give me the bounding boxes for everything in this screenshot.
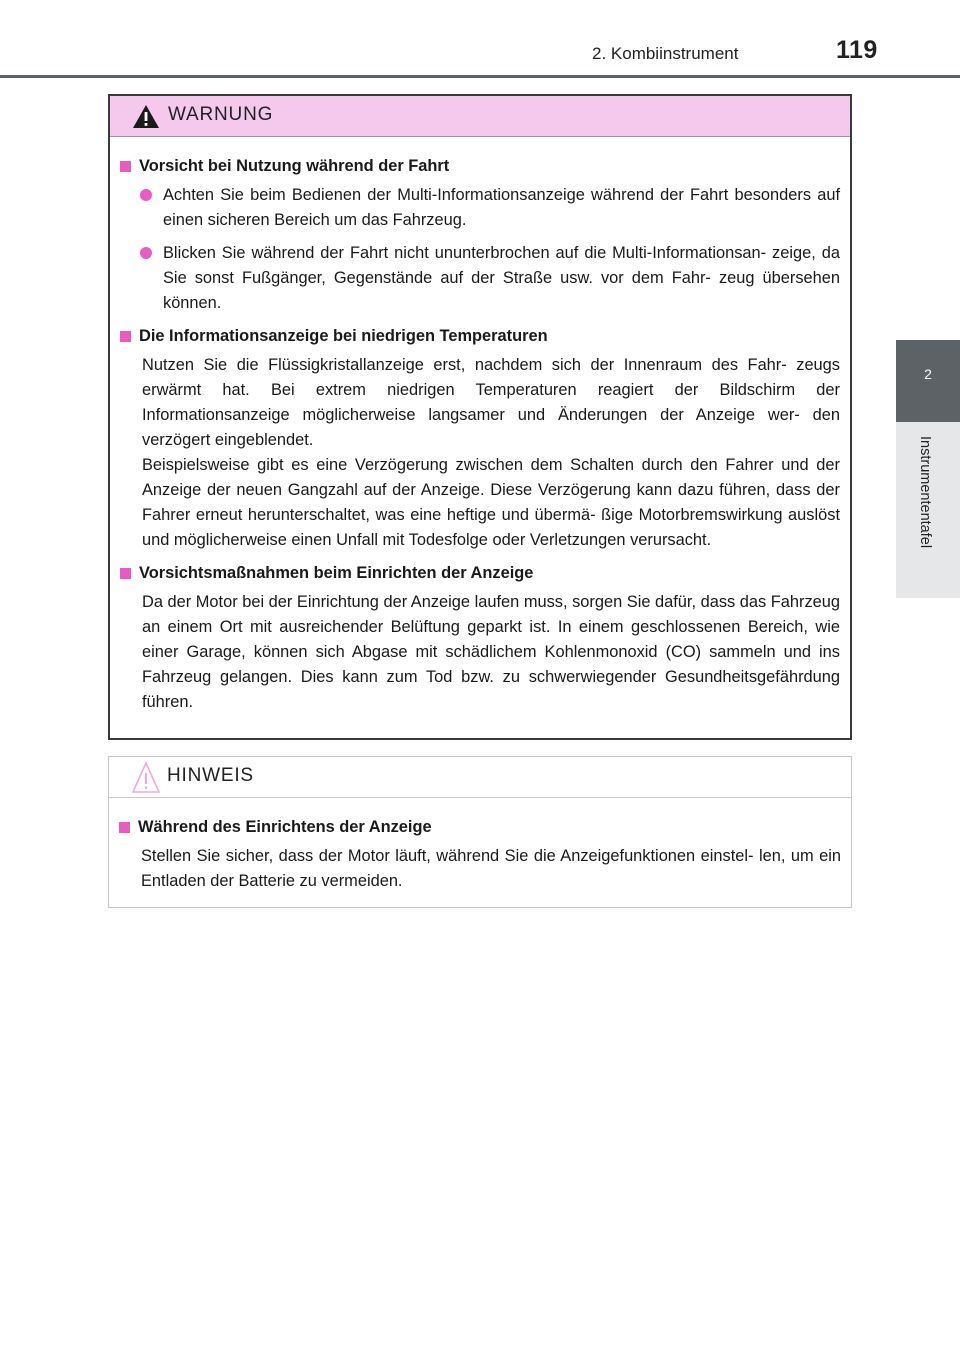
- square-bullet-icon: [120, 331, 131, 342]
- paragraph: Nutzen Sie die Flüssigkristallanzeige erst, nachdem sich der Innenraum des Fahr- zeugs erwärmt hat. Bei extrem niedrigen Temperaturen reagiert der Bildschirm der Informationsanzeige möglicherweise langsamer und Änderungen der Anzeige wer- den verzögert eingeblendet.: [142, 356, 840, 449]
- chapter-number: 2: [924, 366, 932, 382]
- header-section-title: 2. Kombiinstrument: [592, 44, 739, 63]
- section-heading: [120, 154, 840, 179]
- chapter-tab: [896, 340, 960, 422]
- section-heading: [119, 815, 841, 840]
- notice-title: HINWEIS: [167, 765, 254, 786]
- square-bullet-icon: [119, 822, 130, 833]
- bullet-item: [120, 241, 840, 316]
- section-heading-text: Während des Einrichtens der Anzeige: [138, 818, 432, 836]
- page-number: 119: [836, 36, 878, 64]
- bullet-text: Achten Sie beim Bedienen der Multi-Informationsanzeige während der Fahrt besonders auf einen sicheren Bereich um das Fahrzeug.: [163, 186, 840, 229]
- section-heading-text: Vorsichtsmaßnahmen beim Einrichten der Anzeige: [139, 564, 534, 582]
- caution-triangle-icon: [131, 761, 161, 799]
- round-bullet-icon: [140, 189, 152, 201]
- warning-title: WARNUNG: [168, 104, 274, 125]
- round-bullet-icon: [140, 247, 152, 259]
- notice-body: [109, 798, 851, 894]
- section-heading: [120, 324, 840, 349]
- notice-header: [109, 757, 851, 798]
- paragraph: Da der Motor bei der Einrichtung der Anzeige laufen muss, sorgen Sie dafür, dass das Fahrzeug an einem Ort mit ausreichender Belüftung geparkt ist. In einem geschlossenen Bereich, wie einer Garage, können sich Abgase mit schädlichem Kohlenmonoxid (CO) sammeln und ins Fahrzeug gelangen. Dies kann zum Tod bzw. zu schwerwiegender Gesundheitsgefährdung führen.: [142, 593, 840, 711]
- header-rule: [0, 75, 960, 78]
- square-bullet-icon: [120, 568, 131, 579]
- warning-box: [108, 94, 852, 740]
- warning-triangle-icon: [132, 104, 160, 134]
- notice-box: [108, 756, 852, 908]
- bullet-item: [120, 183, 840, 233]
- paragraph: Stellen Sie sicher, dass der Motor läuft, während Sie die Anzeigefunktionen einstel- len, um ein Entladen der Batterie zu vermeiden.: [141, 847, 841, 890]
- section-heading-text: Vorsicht bei Nutzung während der Fahrt: [139, 157, 450, 175]
- warning-body: [110, 137, 850, 715]
- warning-header: [110, 96, 850, 137]
- section-heading: [120, 561, 840, 586]
- section-heading-text: Die Informationsanzeige bei niedrigen Temperaturen: [139, 327, 548, 345]
- chapter-label: Instrumententafel: [917, 436, 933, 549]
- bullet-text: Blicken Sie während der Fahrt nicht ununterbrochen auf die Multi-Informationsan- zeige, da Sie sonst Fußgänger, Gegenstände auf der Straße usw. vor dem Fahr- zeug übersehen können.: [163, 244, 840, 312]
- square-bullet-icon: [120, 161, 131, 172]
- paragraph: Beispielsweise gibt es eine Verzögerung zwischen dem Schalten durch den Fahrer und der Anzeige der neuen Gangzahl auf der Anzeige. Diese Verzögerung kann dazu führen, dass der Fahrer erneut herunterschaltet, was eine heftige und übermä- ßige Motorbremswirkung auslöst und möglicherweise einen Unfall mit Todesfolge oder Verletzungen verursacht.: [142, 456, 840, 549]
